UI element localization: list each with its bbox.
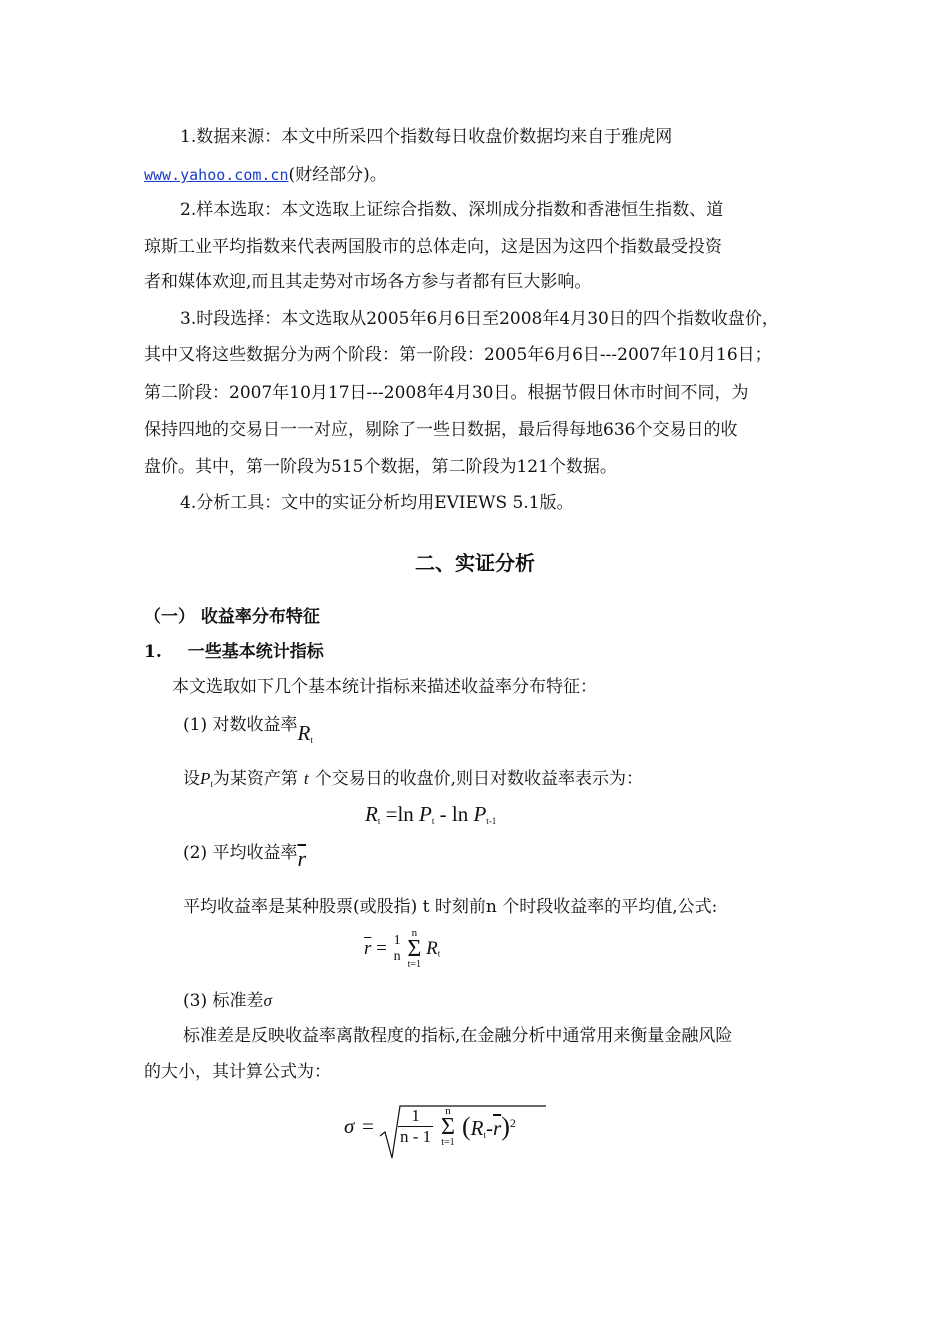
- para3-line1: 3.时段选择：本文选取从2005年6月6日至2008年4月30日的四个指数收盘价，: [180, 309, 779, 329]
- para4-line1: 4.分析工具：文中的实证分析均用EVIEWS 5.1版。: [180, 493, 574, 513]
- yahoo-link[interactable]: www.yahoo.com.cn: [144, 166, 289, 184]
- para2-line3: 者和媒体欢迎,而且其走势对市场各方参与者都有巨大影响。: [144, 272, 592, 292]
- para1-line2: [144, 164, 387, 186]
- measure1-symbol-R: $R_t$: [297, 721, 313, 745]
- measure3-desc-line2: 的大小，其计算公式为：: [144, 1062, 331, 1082]
- para1-line1: 1.数据来源：本文中所采四个指数每日收盘价数据均来自于雅虎网: [180, 127, 673, 147]
- measure1-label-text: (1) 对数收益率: [183, 715, 298, 735]
- intro-text: 本文选取如下几个基本统计指标来描述收益率分布特征：: [172, 677, 597, 697]
- para2-line2: 琼斯工业平均指数来代表两国股市的总体走向，这是因为这四个指数最受投资: [144, 237, 722, 257]
- symbol-Pt: $P_t$: [200, 769, 213, 789]
- para2-line1: 2.样本选取：本文选取上证综合指数、深圳成分指数和香港恒生指数、道: [180, 200, 724, 220]
- formula-std-dev: σ = $\frac{1}{n - 1}$ n Σ t=1 $(R_t-\overline{r})^2$: [344, 1100, 554, 1164]
- formula-mean-return: $\overline{r}$ = 1 n n Σ t=1 $R_t$: [364, 927, 441, 970]
- section-title: 二、实证分析: [415, 551, 535, 575]
- item1-title: 一些基本统计指标: [187, 642, 324, 662]
- measure2-desc: 平均收益率是某种股票(或股指) t 时刻前n 个时段收益率的平均值,公式:: [183, 897, 718, 917]
- measure1-label: [183, 712, 313, 745]
- formula-log-return: $R_t =\ln$ $P_t$ - $\ln P_{t-1}$: [365, 802, 497, 826]
- measure3-label: (3) 标准差σ: [183, 991, 272, 1011]
- para3-line4: 保持四地的交易日一一对应，剔除了一些日数据，最后得每地636个交易日的收: [144, 420, 738, 440]
- para3-line3: 第二阶段：2007年10月17日---2008年4月30日。根据节假日休市时间不同，为: [144, 383, 749, 403]
- symbol-t: t: [303, 769, 309, 788]
- para1-line2-rest: (财经部分)。: [288, 165, 387, 185]
- item1-heading: [144, 641, 324, 663]
- para3-line5: 盘价。其中，第一阶段为515个数据，第二阶段为121个数据。: [144, 457, 617, 477]
- measure1-desc: 设$P_t$为某资产第 t 个交易日的收盘价,则日对数收益率表示为：: [183, 769, 644, 789]
- measure3-desc-line1: 标准差是反映收益率离散程度的指标,在金融分析中通常用来衡量金融风险: [183, 1026, 733, 1046]
- measure2-label: (2) 平均收益率$\overline{r}$: [183, 843, 307, 871]
- subsection-title: （一） 收益率分布特征: [144, 607, 320, 627]
- para3-line2: 其中又将这些数据分为两个阶段：第一阶段：2005年6月6日---2007年10月16日；: [144, 345, 772, 365]
- symbol-rbar: $\overline{r}$: [297, 846, 307, 871]
- item1-number: 1.: [144, 642, 162, 662]
- symbol-sigma: σ: [263, 991, 272, 1010]
